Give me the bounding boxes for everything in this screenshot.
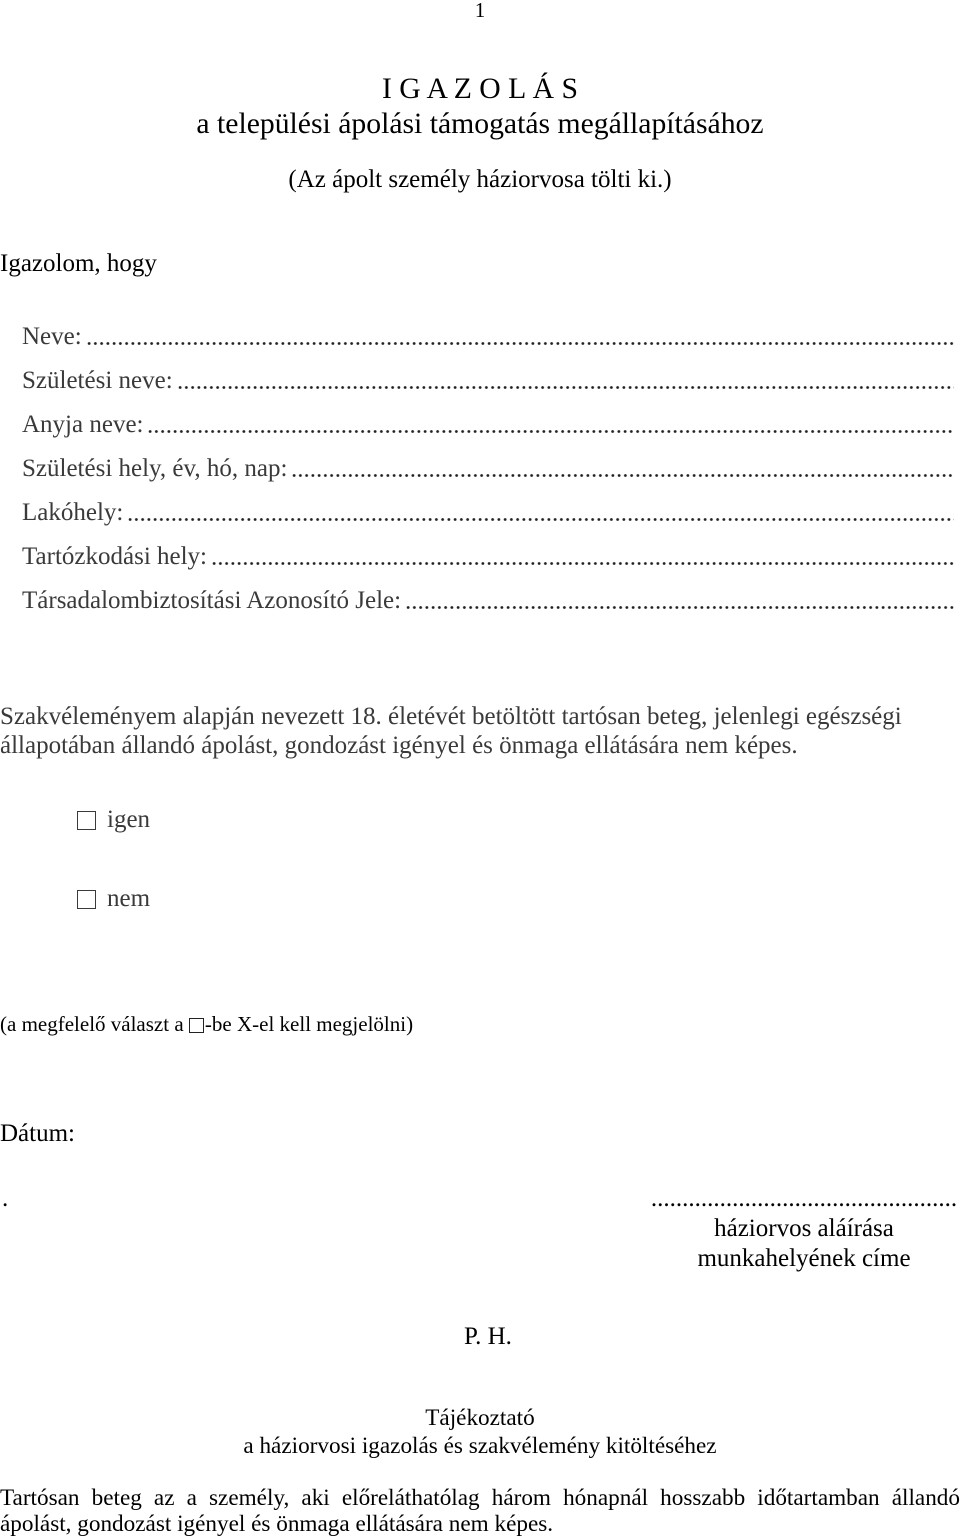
field-mother-name	[22, 403, 954, 447]
field-stay-address	[22, 535, 954, 579]
field-label: Születési neve:	[22, 366, 173, 394]
fill-instruction: (Az ápolt személy háziorvosa tölti ki.)	[288, 165, 672, 193]
field-birth-place-date	[22, 447, 954, 491]
info-line: Tartósan beteg az a személy, aki előreláthatólag három hónapnál hosszabb időtartamban állandó	[0, 1484, 960, 1511]
field-name	[22, 315, 954, 359]
option-label: igen	[107, 805, 151, 833]
checkbox-square-icon	[77, 811, 96, 830]
workplace-address-label: munkahelyének címe	[697, 1244, 911, 1272]
stamp-placeholder: P. H.	[464, 1322, 512, 1350]
info-title: Tájékoztató	[425, 1404, 535, 1431]
personal-data-fields	[22, 315, 954, 623]
field-label: Lakóhely:	[22, 498, 124, 526]
document-subtitle: a települési ápolási támogatás megállapításához	[196, 108, 764, 140]
note-text-end: -be X-el kell megjelölni)	[204, 1011, 414, 1036]
signature-label: háziorvos aláírása	[714, 1214, 894, 1242]
option-label: nem	[107, 884, 151, 912]
left-dot-mark: .	[2, 1184, 9, 1212]
dotted-fill-line	[127, 518, 954, 521]
note-text-start: (a megfelelő választ a	[0, 1011, 189, 1036]
dotted-fill-line	[177, 386, 954, 389]
dotted-fill-line	[291, 474, 954, 477]
field-label: Neve:	[22, 322, 82, 350]
field-label: Születési hely, év, hó, nap:	[22, 454, 288, 482]
statement-line: Szakvéleményem alapján nevezett 18. életévét betöltött tartósan beteg, jelenlegi egészségi	[0, 703, 902, 730]
document-title: I G A Z O L Á S	[382, 73, 578, 105]
dotted-fill-line	[405, 606, 954, 609]
info-text	[0, 1485, 960, 1538]
marking-note	[0, 1012, 413, 1036]
option-nem	[77, 884, 150, 914]
checkbox-square-icon	[77, 890, 96, 909]
dotted-fill-line	[211, 562, 954, 565]
document-header	[0, 72, 960, 142]
field-label: Társadalombiztosítási Azonosító Jele:	[22, 586, 402, 614]
info-heading	[0, 1404, 960, 1460]
statement-line: állapotában állandó ápolást, gondozást igényel és önmaga ellátására nem képes.	[0, 732, 798, 759]
field-social-security-number	[22, 579, 954, 623]
intro-text: Igazolom, hogy	[0, 249, 157, 277]
dotted-fill-line	[147, 430, 954, 433]
info-subtitle: a háziorvosi igazolás és szakvélemény kitöltéséhez	[243, 1432, 717, 1459]
medical-statement	[0, 702, 902, 760]
info-line: ápolást, gondozást igényel és önmaga ellátására nem képes.	[0, 1511, 554, 1537]
field-residence	[22, 491, 954, 535]
field-label: Anyja neve:	[22, 410, 144, 438]
signature-block	[650, 1184, 958, 1274]
signature-dotted-line: .................................................	[650, 1184, 958, 1212]
page-number: 1	[474, 0, 486, 22]
option-igen	[77, 805, 150, 835]
date-label: Dátum:	[0, 1119, 75, 1147]
checkbox-square-icon	[189, 1018, 204, 1033]
dotted-fill-line	[86, 342, 954, 345]
field-label: Tartózkodási hely:	[22, 542, 207, 570]
field-birth-name	[22, 359, 954, 403]
